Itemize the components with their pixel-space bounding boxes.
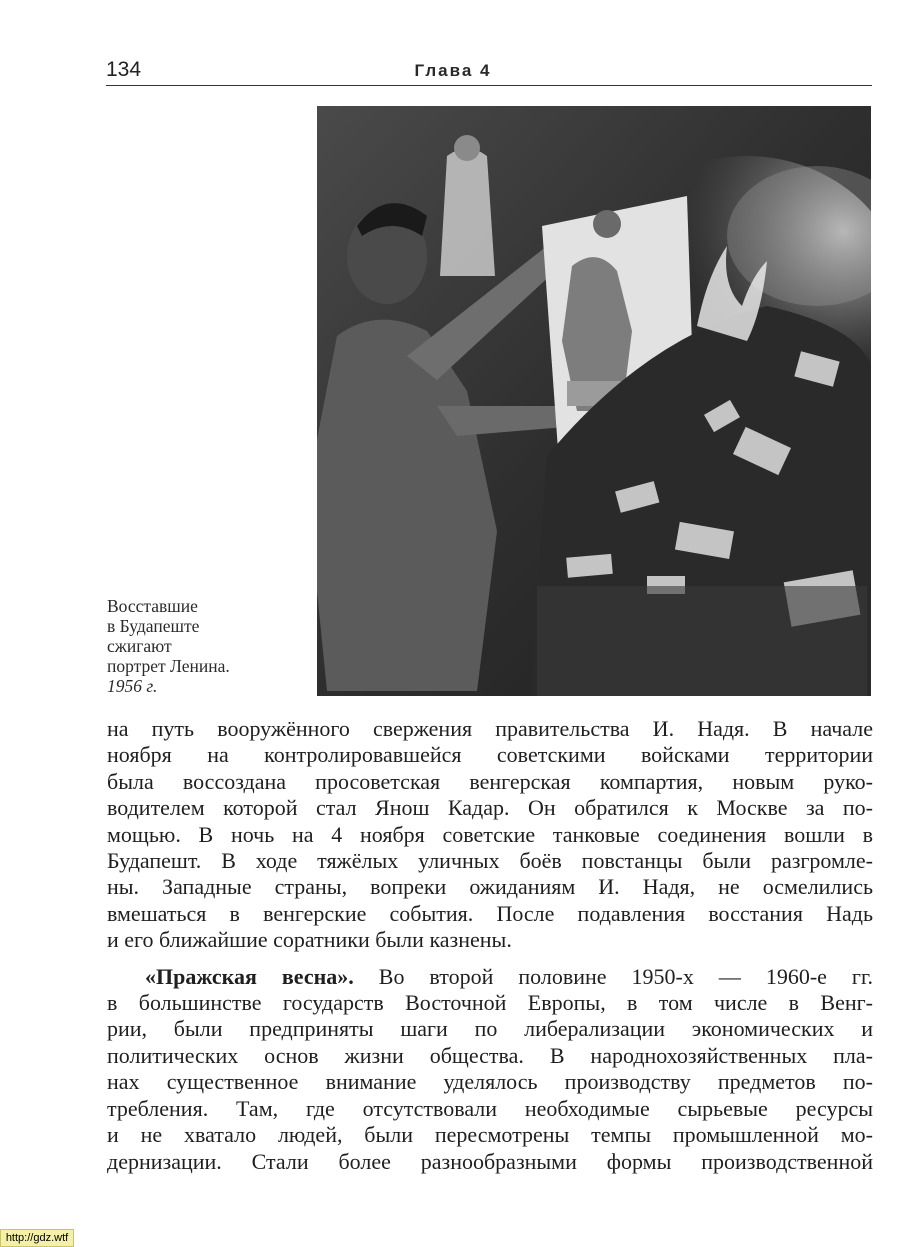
section-heading: «Пражская весна». — [145, 963, 354, 989]
text-line: и не хватало людей, были пересмотрены темпы промышленной мо- — [107, 1122, 873, 1148]
paragraph-hungary-1956 — [107, 716, 873, 954]
caption-year: 1956 г. — [107, 676, 158, 696]
text-line: ны. Западные страны, вопреки ожиданиям И. Надя, не осмелились — [107, 874, 873, 900]
paragraph-prague-spring — [107, 964, 873, 1175]
text-line: рии, были предприняты шаги по либерализации экономических и — [107, 1016, 873, 1042]
heading-line-text: Во второй половине 1950-х — 1960-е гг. — [378, 963, 873, 989]
watermark-link[interactable]: http://gdz.wtf — [0, 1229, 74, 1247]
caption-line: в Будапеште — [107, 616, 200, 636]
photo-caption — [107, 596, 307, 696]
text-line: в большинстве государств Восточной Европы, в том числе в Венг- — [107, 990, 873, 1016]
text-line — [107, 964, 873, 990]
text-line: и его ближайшие соратники были казнены. — [107, 927, 512, 953]
photo-burning-lenin-portrait — [317, 106, 871, 696]
text-line: Будапешт. В ходе тяжёлых уличных боёв повстанцы были разгромле- — [107, 848, 873, 874]
text-line: нах существенное внимание уделялось производству предметов по- — [107, 1069, 873, 1095]
caption-line: сжигают — [107, 636, 172, 656]
caption-line: Восставшие — [107, 596, 198, 616]
body-text — [107, 716, 873, 1175]
header-divider — [106, 85, 872, 86]
text-line: дернизации. Стали более разнообразными формы производственной — [107, 1148, 873, 1174]
text-line: мощью. В ночь на 4 ноября советские танковые соединения вошли в — [107, 821, 873, 847]
text-line: требления. Там, где отсутствовали необходимые сырьевые ресурсы — [107, 1095, 873, 1121]
text-line: была воссоздана просоветская венгерская компартия, новым руко- — [107, 768, 873, 794]
text-line: политических основ жизни общества. В народнохозяйственных пла- — [107, 1042, 873, 1068]
text-line: водителем которой стал Янош Кадар. Он обратился к Москве за по- — [107, 795, 873, 821]
chapter-title: Глава 4 — [414, 61, 492, 80]
text-line: ноября на контролировавшейся советскими войсками территории — [107, 742, 873, 768]
caption-line: портрет Ленина. — [107, 656, 230, 676]
text-line: на путь вооружённого свержения правительства И. Надя. В начале — [107, 716, 873, 741]
text-line: вмешаться в венгерские события. После подавления восстания Надь — [107, 900, 873, 926]
page-number: 134 — [106, 58, 142, 81]
